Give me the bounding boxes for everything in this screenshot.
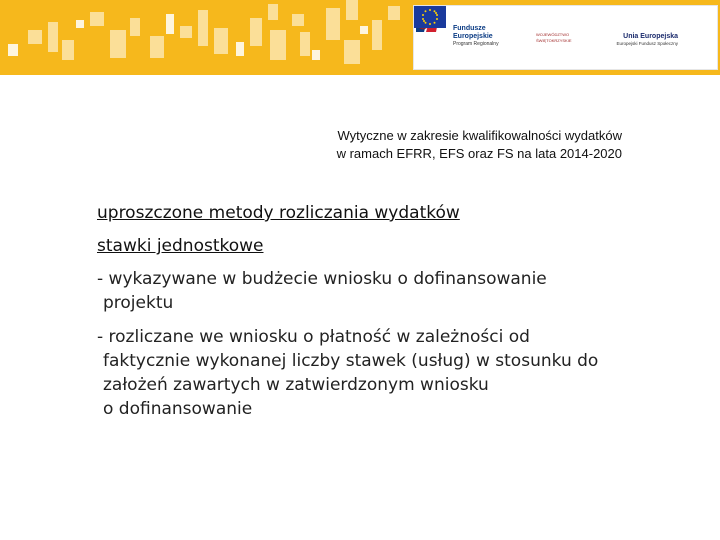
ue-title: Unia Europejska bbox=[623, 33, 678, 40]
fe-sub: Program Regionalny bbox=[453, 41, 499, 47]
bullet1-line2: projektu bbox=[103, 293, 174, 313]
decorative-pattern bbox=[0, 0, 410, 75]
crest-text bbox=[536, 32, 591, 44]
heading-simplified-methods: uproszczone metody rozliczania wydatków bbox=[97, 203, 460, 223]
bullet2-line4: o dofinansowanie bbox=[103, 399, 253, 419]
bullet2-line3: założeń zawartych w zatwierdzonym wniosku bbox=[103, 375, 489, 395]
bullet1-line1: - wykazywane w budżecie wniosku o dofinansowanie bbox=[97, 269, 547, 289]
logos-box bbox=[413, 5, 718, 70]
eu-flag-icon bbox=[414, 6, 446, 28]
heading-unit-rates: stawki jednostkowe bbox=[97, 236, 264, 256]
fe-line1: Fundusze bbox=[453, 25, 486, 32]
bullet2-line2: faktycznie wykonanej liczby stawek (usług) w stosunku do bbox=[103, 351, 599, 371]
ue-text bbox=[600, 32, 678, 47]
guideline-line2: w ramach EFRR, EFS oraz FS na lata 2014-2020 bbox=[336, 146, 622, 161]
bullet2-line1: - rozliczane we wniosku o płatność w zależności od bbox=[97, 327, 530, 347]
fe-line2: Europejskie bbox=[453, 33, 493, 40]
header-banner bbox=[0, 0, 720, 75]
bullet-budget bbox=[97, 267, 657, 315]
crest-line2: ŚWIĘTOKRZYSKIE bbox=[536, 38, 572, 43]
fe-logo-text bbox=[453, 25, 523, 48]
guideline-line1: Wytyczne w zakresie kwalifikowalności wydatków bbox=[337, 128, 622, 143]
ue-sub: Europejski Fundusz Społeczny bbox=[616, 41, 678, 46]
guideline-title bbox=[337, 127, 622, 163]
crest-line1: WOJEWÓDZTWO bbox=[536, 32, 570, 37]
bullet-payment bbox=[97, 325, 657, 421]
